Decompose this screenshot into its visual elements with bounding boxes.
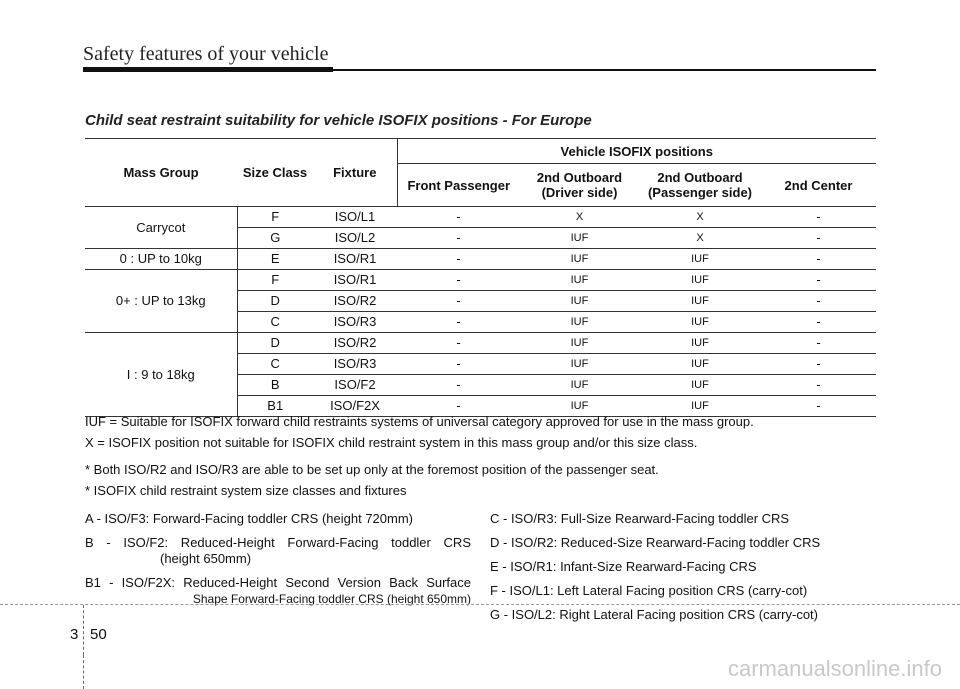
size-class-cell: F bbox=[237, 207, 313, 228]
fixture-cell: ISO/R3 bbox=[313, 312, 397, 333]
legend-left-column bbox=[85, 511, 471, 615]
front-passenger-cell: - bbox=[397, 375, 520, 396]
size-class-cell: G bbox=[237, 228, 313, 249]
legend-item-b1 bbox=[85, 575, 471, 607]
col-header-size-class: Size Class bbox=[237, 139, 313, 207]
header-rule-thick bbox=[83, 67, 333, 72]
outboard-passenger-cell: IUF bbox=[639, 249, 761, 270]
outboard-passenger-cell: IUF bbox=[639, 375, 761, 396]
legend-right-column bbox=[490, 511, 876, 631]
legend-item-b bbox=[85, 535, 471, 567]
outboard-driver-cell: X bbox=[520, 207, 639, 228]
legend-item-g: G - ISO/L2: Right Lateral Facing position CRS (carry-cot) bbox=[490, 607, 819, 622]
fixture-cell: ISO/F2X bbox=[313, 396, 397, 417]
center-cell: - bbox=[761, 291, 876, 312]
front-passenger-cell: - bbox=[397, 333, 520, 354]
outboard-passenger-cell: X bbox=[639, 207, 761, 228]
outboard-passenger-cell: IUF bbox=[639, 396, 761, 417]
outboard-driver-cell: IUF bbox=[520, 270, 639, 291]
col-header-outboard-driver-line2: (Driver side) bbox=[541, 185, 618, 200]
col-header-outboard-driver-line1: 2nd Outboard bbox=[536, 170, 623, 185]
legend-item-a: A - ISO/F3: Forward-Facing toddler CRS (height 720mm) bbox=[85, 511, 414, 526]
outboard-driver-cell: IUF bbox=[520, 291, 639, 312]
legend-item-d: D - ISO/R2: Reduced-Size Rearward-Facing toddler CRS bbox=[490, 535, 821, 550]
col-header-fixture: Fixture bbox=[313, 139, 397, 207]
outboard-driver-cell: IUF bbox=[520, 312, 639, 333]
legend-item-b-line1: B - ISO/F2: Reduced-Height Forward-Facing toddler CRS bbox=[85, 535, 471, 550]
size-class-cell: F bbox=[237, 270, 313, 291]
col-header-front-passenger: Front Passenger bbox=[397, 164, 520, 207]
note-size-classes-heading: * ISOFIX child restraint system size classes and fixtures bbox=[85, 483, 407, 498]
page-chapter-number: 3 bbox=[70, 626, 79, 643]
size-class-cell: C bbox=[237, 354, 313, 375]
outboard-passenger-cell: IUF bbox=[639, 354, 761, 375]
page-number: 50 bbox=[90, 626, 107, 643]
col-header-outboard-passenger-line2: (Passenger side) bbox=[647, 185, 753, 200]
outboard-driver-cell: IUF bbox=[520, 354, 639, 375]
size-class-cell: D bbox=[237, 291, 313, 312]
legend-item-c: C - ISO/R3: Full-Size Rearward-Facing toddler CRS bbox=[490, 511, 790, 526]
mass-group-cell: I : 9 to 18kg bbox=[85, 333, 237, 417]
col-header-mass-group: Mass Group bbox=[85, 139, 237, 207]
size-class-cell: E bbox=[237, 249, 313, 270]
col-header-positions-group: Vehicle ISOFIX positions bbox=[397, 139, 876, 164]
fixture-cell: ISO/L1 bbox=[313, 207, 397, 228]
footer-divider bbox=[0, 604, 960, 605]
table-row bbox=[85, 207, 876, 228]
front-passenger-cell: - bbox=[397, 228, 520, 249]
outboard-passenger-cell: IUF bbox=[639, 312, 761, 333]
front-passenger-cell: - bbox=[397, 396, 520, 417]
size-class-cell: C bbox=[237, 312, 313, 333]
outboard-driver-cell: IUF bbox=[520, 375, 639, 396]
mass-group-cell: Carrycot bbox=[85, 207, 237, 249]
front-passenger-cell: - bbox=[397, 312, 520, 333]
mass-group-cell: 0 : UP to 10kg bbox=[85, 249, 237, 270]
center-cell: - bbox=[761, 312, 876, 333]
note-foremost-position: * Both ISO/R2 and ISO/R3 are able to be set up only at the foremost position of the passenger seat. bbox=[85, 462, 659, 477]
fixture-cell: ISO/L2 bbox=[313, 228, 397, 249]
outboard-passenger-cell: X bbox=[639, 228, 761, 249]
outboard-passenger-cell: IUF bbox=[639, 333, 761, 354]
isofix-suitability-table bbox=[85, 138, 876, 417]
size-class-cell: D bbox=[237, 333, 313, 354]
size-class-cell: B1 bbox=[237, 396, 313, 417]
outboard-passenger-cell: IUF bbox=[639, 291, 761, 312]
fixture-cell: ISO/F2 bbox=[313, 375, 397, 396]
legend-item-f: F - ISO/L1: Left Lateral Facing position CRS (carry-cot) bbox=[490, 583, 808, 598]
center-cell: - bbox=[761, 207, 876, 228]
center-cell: - bbox=[761, 354, 876, 375]
col-header-outboard-passenger-line1: 2nd Outboard bbox=[657, 170, 743, 185]
outboard-driver-cell: IUF bbox=[520, 396, 639, 417]
center-cell: - bbox=[761, 270, 876, 291]
center-cell: - bbox=[761, 396, 876, 417]
col-header-outboard-driver bbox=[520, 164, 639, 207]
center-cell: - bbox=[761, 228, 876, 249]
outboard-passenger-cell: IUF bbox=[639, 270, 761, 291]
mass-group-cell: 0+ : UP to 13kg bbox=[85, 270, 237, 333]
legend-item-b-line2: (height 650mm) bbox=[160, 551, 252, 566]
legend-item-b1-line1: B1 - ISO/F2X: Reduced-Height Second Version Back Surface bbox=[85, 575, 471, 590]
fixture-cell: ISO/R2 bbox=[313, 333, 397, 354]
table-row bbox=[85, 333, 876, 354]
section-title: Child seat restraint suitability for vehicle ISOFIX positions - For Europe bbox=[85, 112, 592, 129]
col-header-outboard-passenger bbox=[639, 164, 761, 207]
note-iuf-definition: IUF = Suitable for ISOFIX forward child restraints systems of universal category approved for use in the mass group. bbox=[85, 414, 754, 429]
center-cell: - bbox=[761, 333, 876, 354]
size-class-cell: B bbox=[237, 375, 313, 396]
footer-margin-line bbox=[83, 605, 85, 655]
fixture-cell: ISO/R2 bbox=[313, 291, 397, 312]
header-rule-thin bbox=[333, 69, 876, 71]
front-passenger-cell: - bbox=[397, 291, 520, 312]
fixture-cell: ISO/R3 bbox=[313, 354, 397, 375]
legend-item-b1-line2: Shape Forward-Facing toddler CRS (height 650mm) bbox=[192, 592, 471, 606]
front-passenger-cell: - bbox=[397, 270, 520, 291]
table-row bbox=[85, 249, 876, 270]
fixture-cell: ISO/R1 bbox=[313, 249, 397, 270]
center-cell: - bbox=[761, 249, 876, 270]
table-row bbox=[85, 270, 876, 291]
outboard-driver-cell: IUF bbox=[520, 249, 639, 270]
center-cell: - bbox=[761, 375, 876, 396]
note-x-definition: X = ISOFIX position not suitable for ISOFIX child restraint system in this mass group and/or this size class. bbox=[85, 435, 698, 450]
page-header-title: Safety features of your vehicle bbox=[83, 43, 329, 65]
outboard-driver-cell: IUF bbox=[520, 228, 639, 249]
watermark: carmanualsonline.info bbox=[727, 656, 942, 681]
front-passenger-cell: - bbox=[397, 249, 520, 270]
col-header-center: 2nd Center bbox=[761, 164, 876, 207]
outboard-driver-cell: IUF bbox=[520, 333, 639, 354]
legend-item-e: E - ISO/R1: Infant-Size Rearward-Facing CRS bbox=[490, 559, 757, 574]
table-header-row bbox=[85, 139, 876, 164]
front-passenger-cell: - bbox=[397, 207, 520, 228]
footer-margin-line-lower bbox=[83, 655, 85, 689]
front-passenger-cell: - bbox=[397, 354, 520, 375]
fixture-cell: ISO/R1 bbox=[313, 270, 397, 291]
